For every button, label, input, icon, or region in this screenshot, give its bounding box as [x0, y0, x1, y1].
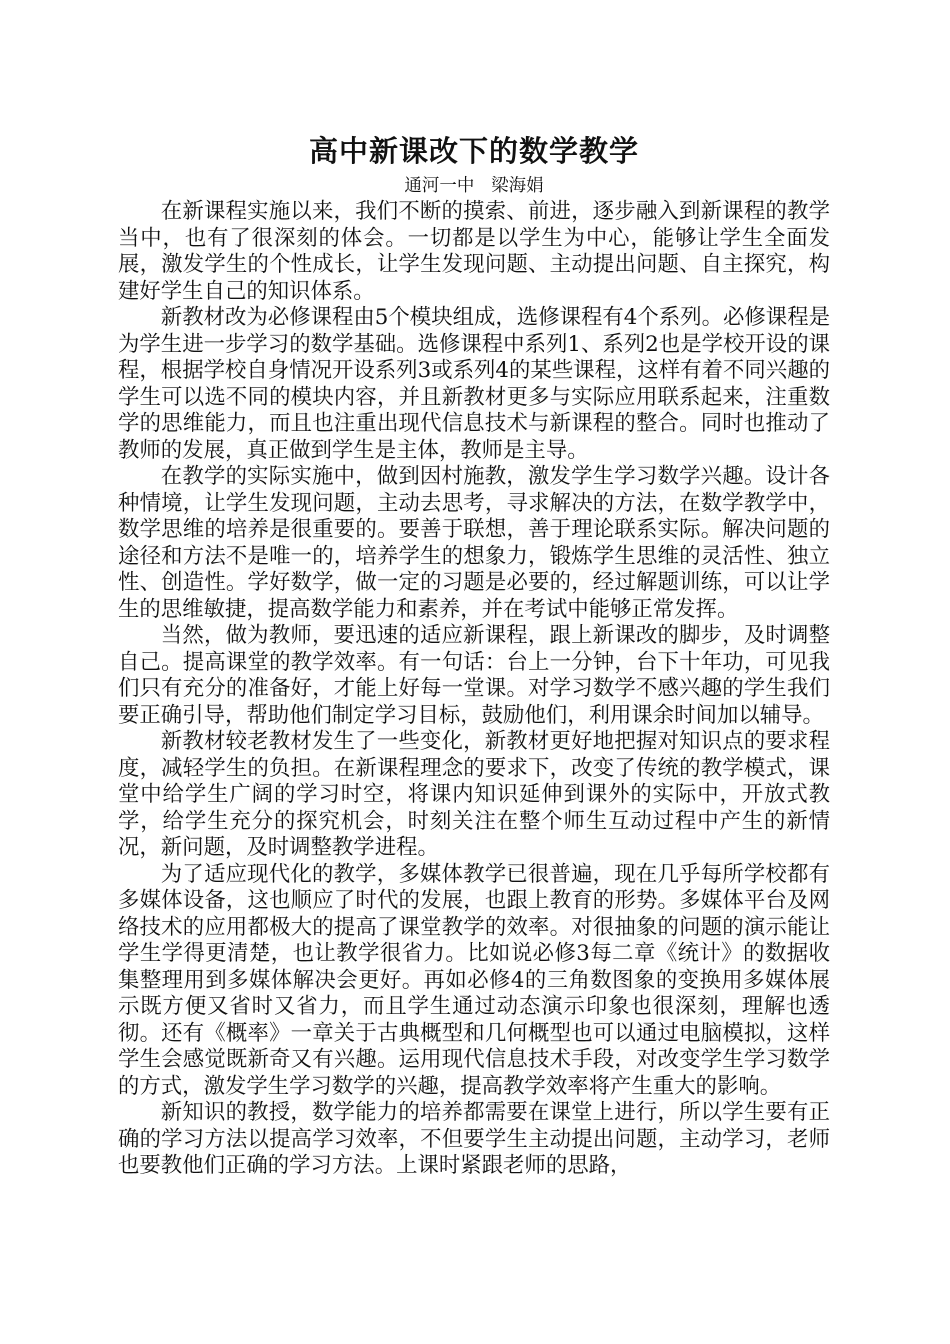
document-page [118, 128, 830, 1180]
paragraph-7: 新知识的教授，数学能力的培养都需要在课堂上进行，所以学生要有正确的学习方法以提高学习效率，不但要学生主动提出问题，主动学习，老师也要教他们正确的学习方法。上课时紧跟老师的思路， [118, 1100, 830, 1178]
paragraph-2: 新教材改为必修课程由5个模块组成，选修课程有4个系列。必修课程是为学生进一步学习的数学基础。选修课程中系列1、系列2也是学校开设的课程，根据学校自身情况开设系列3或系列4的某些课程，这样有着不同兴趣的学生可以选不同的模块内容，并且新教材更多与实际应用联系起来，注重数学的思维能力，而且也注重出现代信息技术与新课程的整合。同时也推动了教师的发展，真正做到学生是主体，教师是主导。 [118, 305, 830, 463]
paragraph-6: 为了适应现代化的教学，多媒体教学已很普遍，现在几乎每所学校都有多媒体设备，这也顺应了时代的发展，也跟上教育的形势。多媒体平台及网络技术的应用都极大的提高了课堂教学的效率。对很抽象的问题的演示能让学生学得更清楚，也让教学很省力。比如说必修3每二章《统计》的数据收集整理用到多媒体解决会更好。再如必修4的三角数图象的变换用多媒体展示既方便又省时又省力，而且学生通过动态演示印象也很深刻，理解也透彻。还有《概率》一章关于古典概型和几何概型也可以通过电脑模拟，这样学生会感觉既新奇又有兴趣。运用现代信息技术手段，对改变学生学习数学的方式，激发学生学习数学的兴趣，提高教学效率将产生重大的影响。 [118, 861, 830, 1099]
paragraph-5: 新教材较老教材发生了一些变化，新教材更好地把握对知识点的要求程度，减轻学生的负担。在新课程理念的要求下，改变了传统的教学模式，课堂中给学生广阔的学习时空，将课内知识延伸到课外的实际中，开放式教学，给学生充分的探究机会，时刻关注在整个师生互动过程中产生的新情况，新问题，及时调整教学进程。 [118, 729, 830, 860]
document-title: 高中新课改下的数学教学 [308, 134, 639, 168]
paragraph-3: 在教学的实际实施中，做到因村施教，激发学生学习数学兴趣。设计各种情境，让学生发现问题，主动去思考，寻求解决的方法，在数学教学中，数学思维的培养是很重要的。要善于联想，善于理论联系实际。解决问题的途径和方法不是唯一的，培养学生的想象力，锻炼学生思维的灵活性、独立性、创造性。学好数学，做一定的习题是必要的，经过解题训练，可以让学生的思维敏捷，提高数学能力和素养，并在考试中能够正常发挥。 [118, 464, 830, 622]
paragraph-4: 当然，做为教师，要迅速的适应新课程，跟上新课改的脚步，及时调整自己。提高课堂的教学效率。有一句话：台上一分钟，台下十年功，可见我们只有充分的准备好，才能上好每一堂课。对学习数学不感兴趣的学生我们要正确引导，帮助他们制定学习目标，鼓励他们，利用课余时间加以辅导。 [118, 623, 830, 728]
paragraph-1: 在新课程实施以来，我们不断的摸索、前进，逐步融入到新课程的教学当中，也有了很深刻的体会。一切都是以学生为中心，能够让学生全面发展，激发学生的个性成长，让学生发现问题、主动提出问题、自主探究，构建好学生自己的知识体系。 [118, 199, 830, 304]
document-author: 通河一中 梁海娟 [404, 176, 544, 196]
